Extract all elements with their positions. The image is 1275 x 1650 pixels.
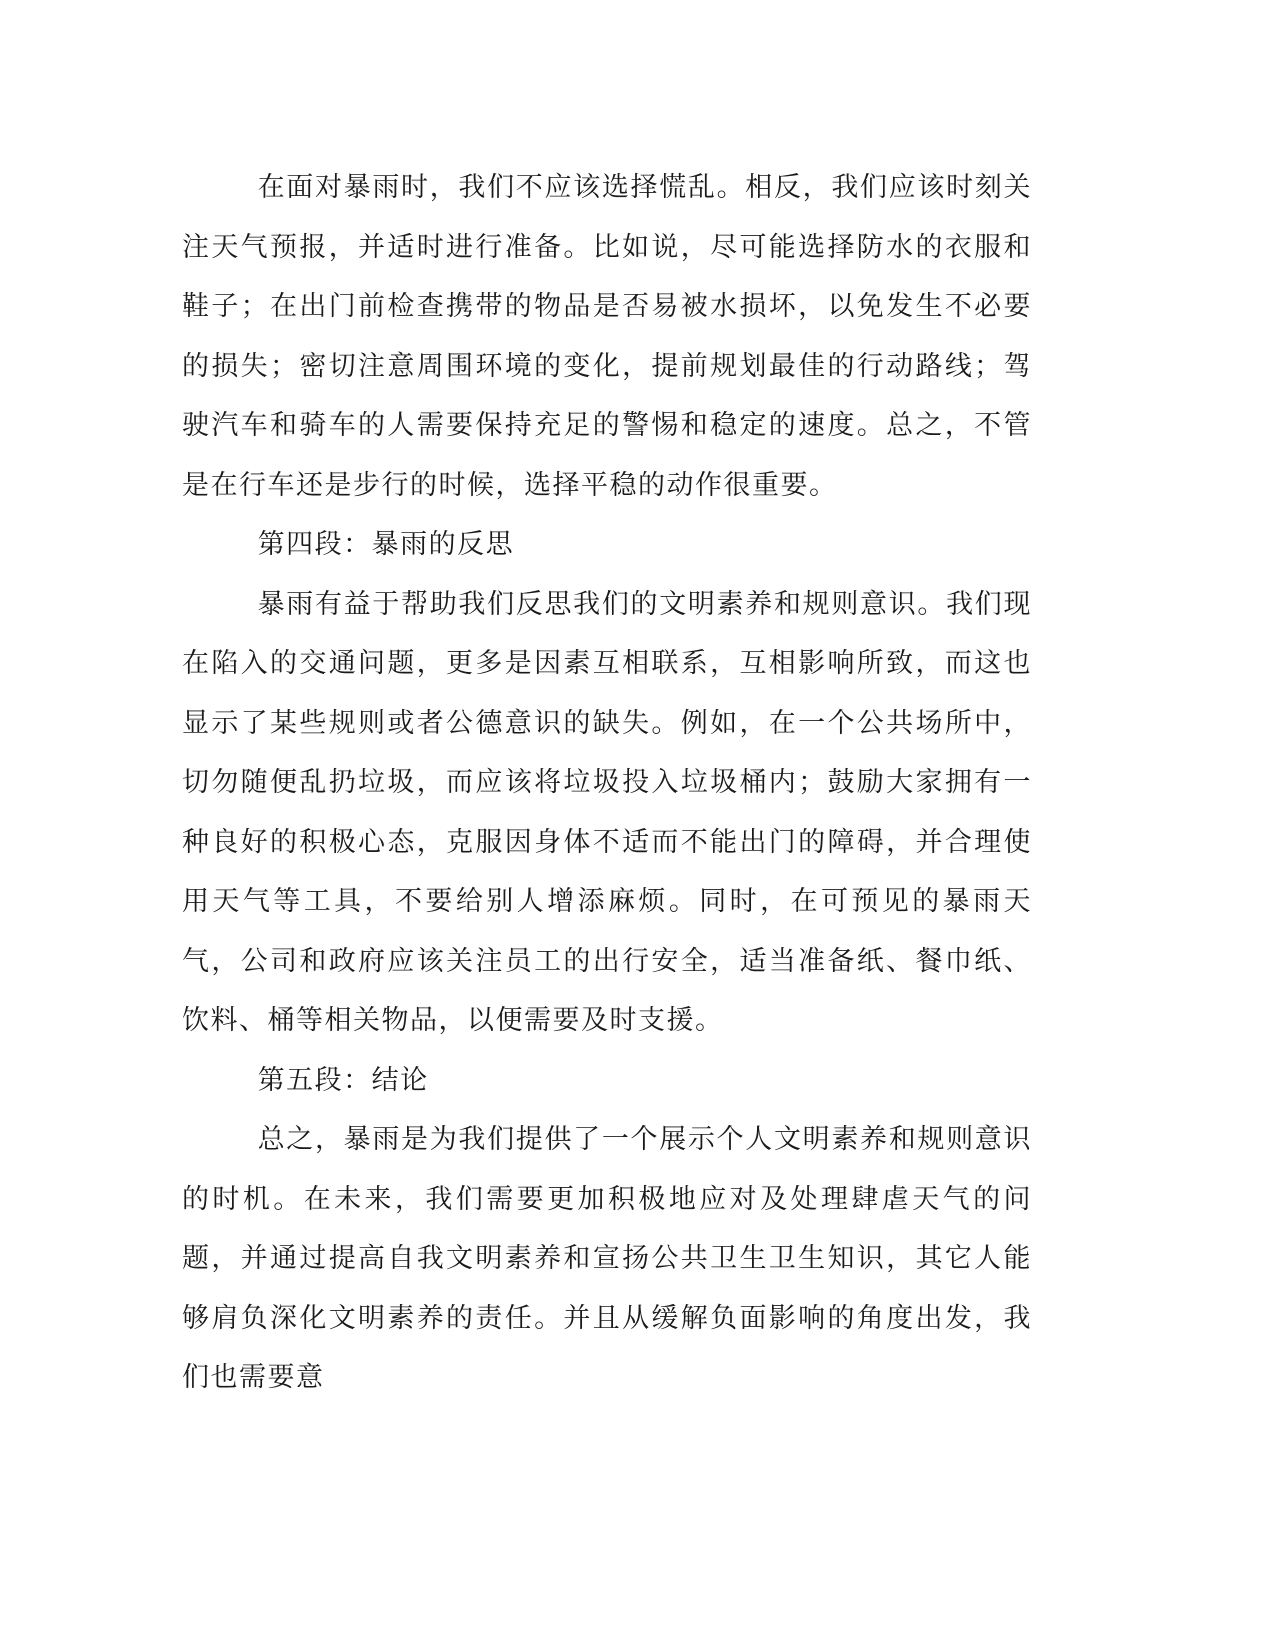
document-body — [182, 158, 1032, 1408]
paragraph-reflection: 暴雨有益于帮助我们反思我们的文明素养和规则意识。我们现在陷入的交通问题，更多是因素互相联系，互相影响所致，而这也显示了某些规则或者公德意识的缺失。例如，在一个公共场所中，切勿随便乱扔垃圾，而应该将垃圾投入垃圾桶内；鼓励大家拥有一种良好的积极心态，克服因身体不适而不能出门的障碍，并合理使用天气等工具，不要给别人增添麻烦。同时，在可预见的暴雨天气，公司和政府应该关注员工的出行安全，适当准备纸、餐巾纸、饮料、桶等相关物品，以便需要及时支援。 — [182, 588, 1032, 1036]
paragraph-preparation: 在面对暴雨时，我们不应该选择慌乱。相反，我们应该时刻关注天气预报，并适时进行准备。比如说，尽可能选择防水的衣服和鞋子；在出门前检查携带的物品是否易被水损坏，以免发生不必要的损失；密切注意周围环境的变化，提前规划最佳的行动路线；驾驶汽车和骑车的人需要保持充足的警惕和稳定的速度。总之，不管是在行车还是步行的时候，选择平稳的动作很重要。 — [182, 172, 1032, 501]
paragraph-conclusion: 总之，暴雨是为我们提供了一个展示个人文明素养和规则意识的时机。在未来，我们需要更加积极地应对及处理肆虐天气的问题，并通过提高自我文明素养和宣扬公共卫生卫生知识，其它人能够肩负深化文明素养的责任。并且从缓解负面影响的角度出发，我们也需要意 — [182, 1124, 1032, 1393]
section-heading-5: 第五段：结论 — [257, 1064, 429, 1096]
section-heading-4: 第四段：暴雨的反思 — [257, 529, 515, 560]
